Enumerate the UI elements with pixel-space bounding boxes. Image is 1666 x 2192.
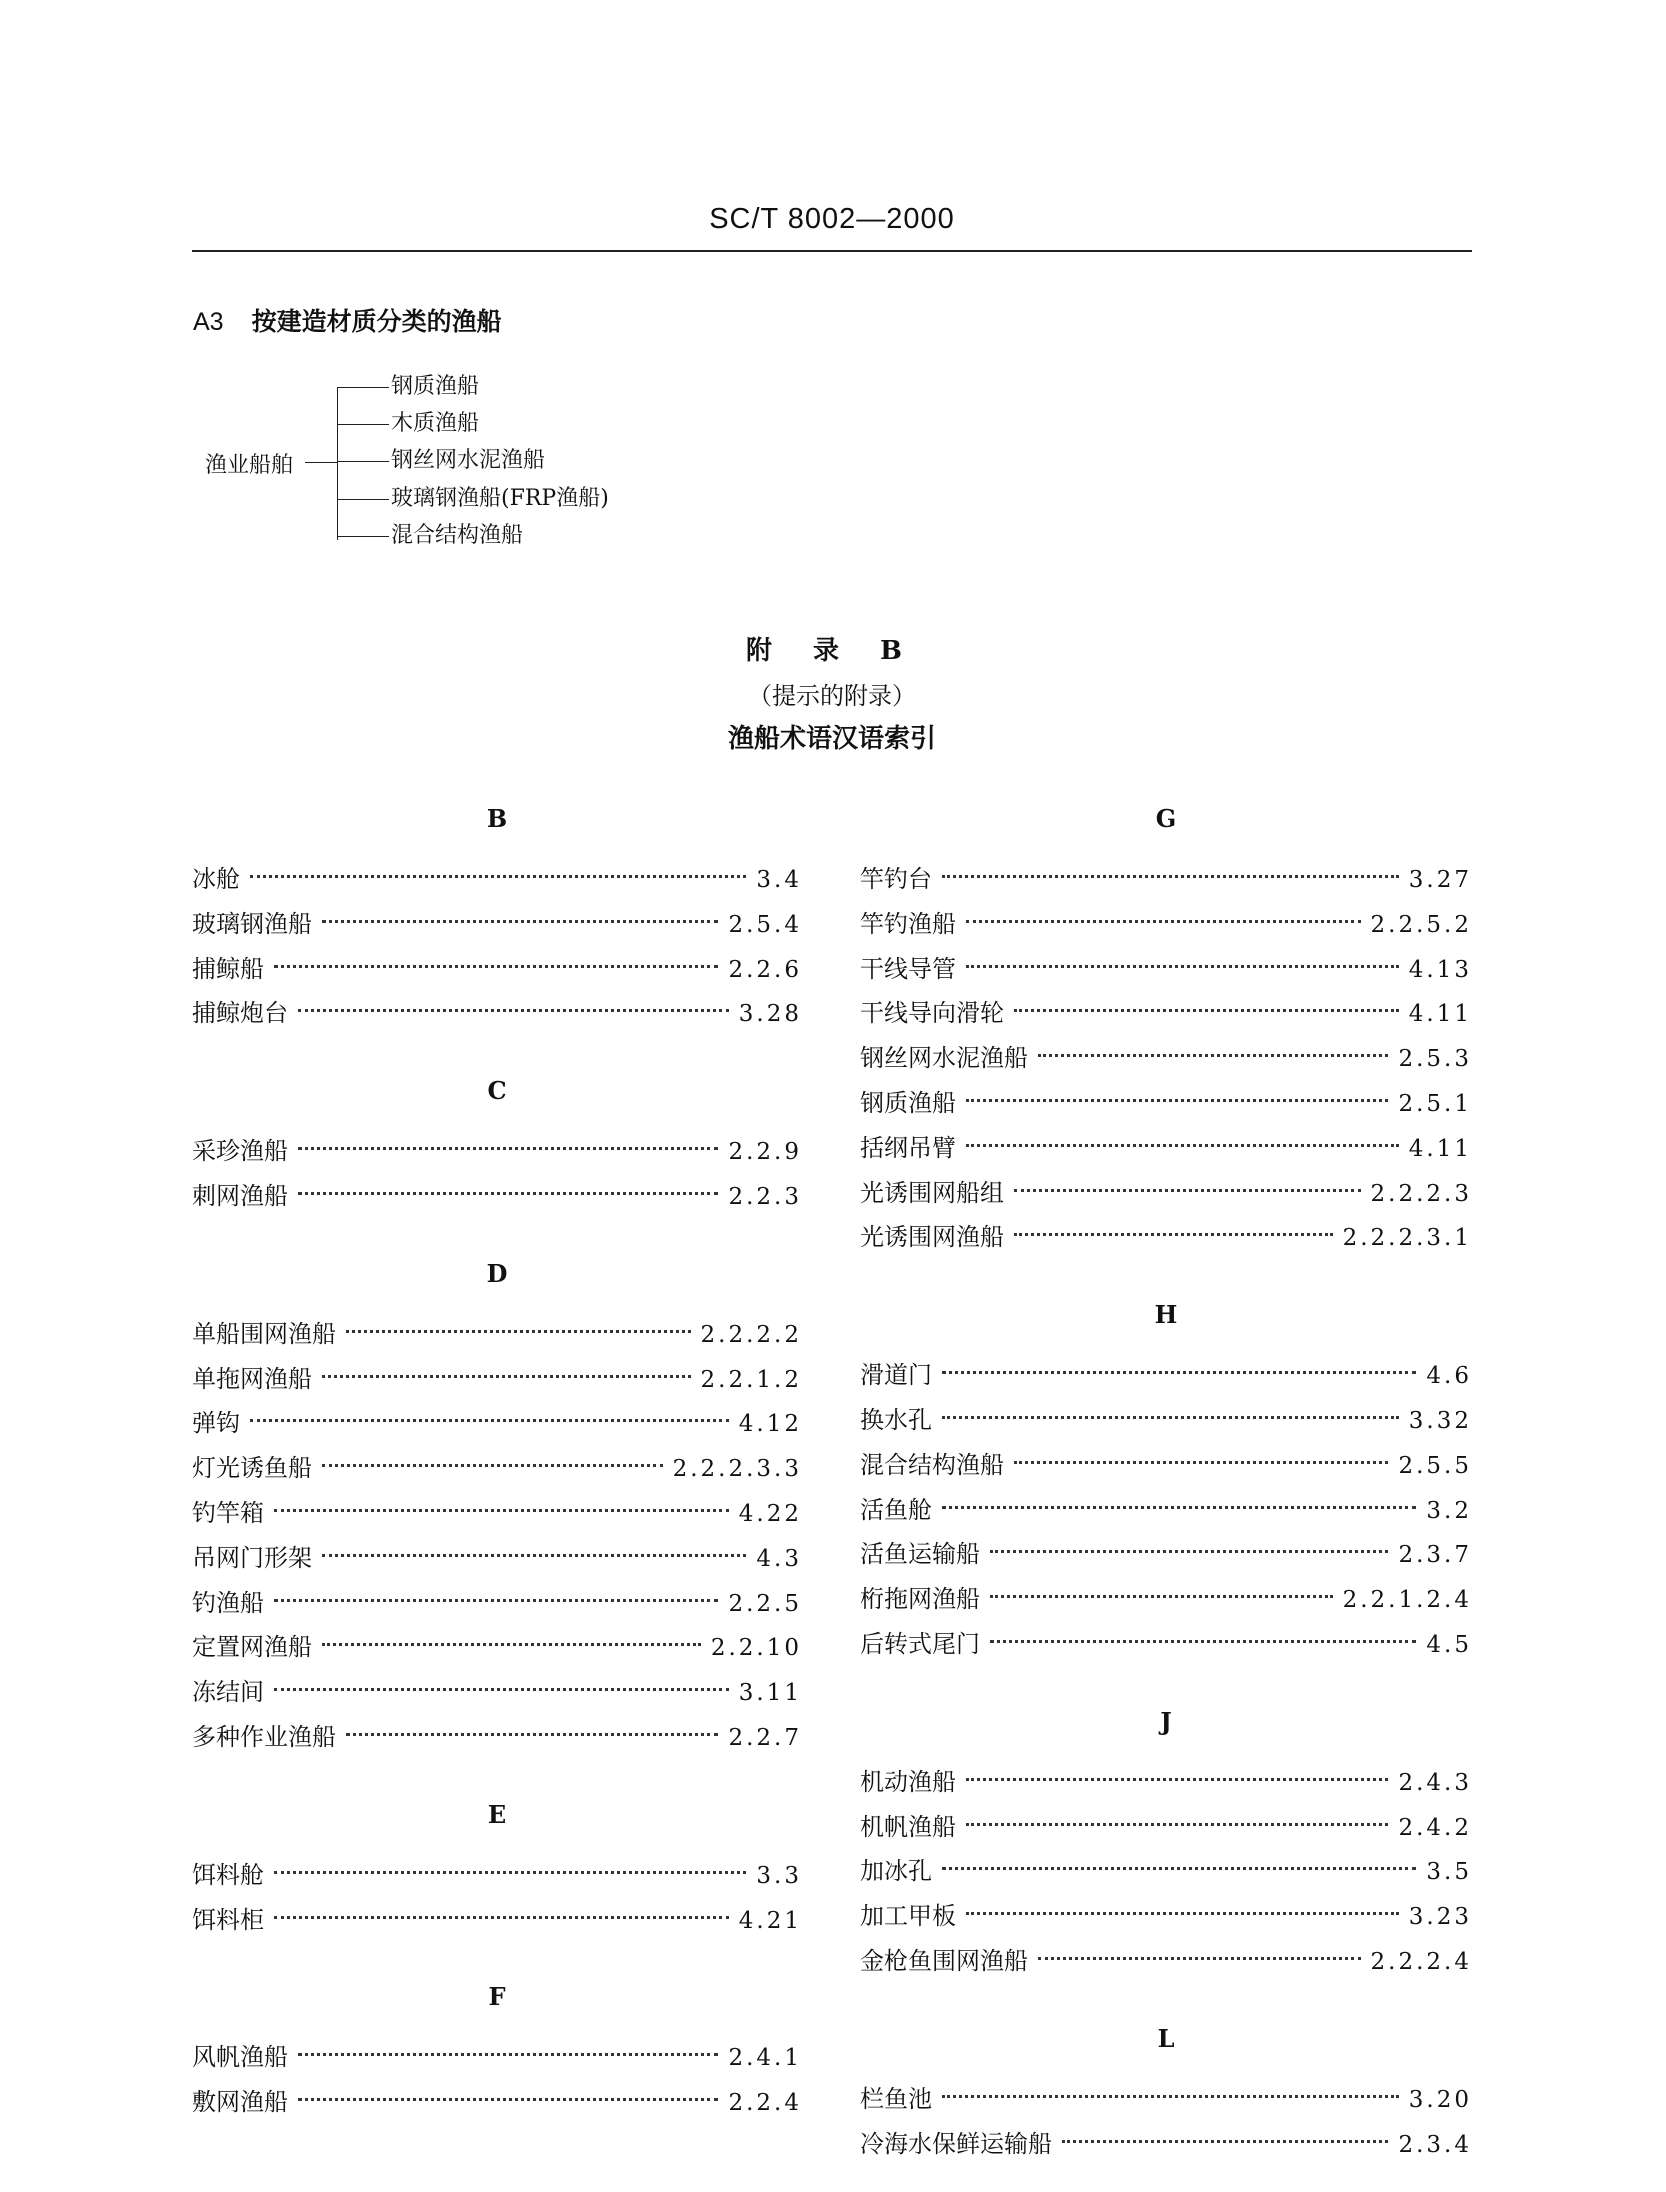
index-ref: 2.2.2.3 (1370, 1180, 1472, 1207)
index-column-right (860, 800, 1472, 2166)
dot-leader (298, 1009, 729, 1012)
index-ref: 3.2 (1426, 1497, 1472, 1524)
index-ref: 2.3.4 (1398, 2131, 1472, 2158)
index-ref: 2.2.3 (728, 1183, 802, 1210)
index-entry (860, 1849, 1472, 1894)
index-letter-heading: J (1160, 1706, 1172, 1736)
index-term: 单拖网渔船 (192, 1364, 312, 1393)
index-group (192, 1255, 802, 1760)
index-ref: 4.21 (738, 1907, 802, 1934)
index-ref: 2.2.7 (728, 1724, 802, 1751)
appendix-title: 附 录 B (745, 636, 919, 666)
dot-leader (1062, 2140, 1388, 2143)
index-term: 干线导管 (860, 954, 956, 983)
dot-leader (966, 920, 1361, 923)
index-term: 饵料舱 (192, 1860, 264, 1889)
index-term: 定置网渔船 (192, 1633, 312, 1662)
index-entry (860, 1532, 1472, 1577)
index-term: 竿钓台 (860, 865, 932, 893)
index-term: 捕鲸炮台 (192, 999, 288, 1028)
section-a3-number: A3 (193, 308, 224, 336)
index-term: 加冰孔 (860, 1857, 932, 1886)
index-ref: 3.27 (1408, 867, 1472, 893)
index-group (192, 1978, 802, 2125)
index-term: 钢丝网水泥渔船 (860, 1044, 1028, 1073)
index-entry (192, 2035, 802, 2080)
index-term: 机动渔船 (860, 1767, 956, 1796)
appendix-name: 渔船术语汉语索引 (727, 724, 936, 754)
tree-item: 玻璃钢渔船(FRP渔船) (337, 488, 609, 510)
index-ref: 3.20 (1408, 2086, 1472, 2113)
dot-leader (1038, 1957, 1361, 1960)
dot-leader (274, 1688, 729, 1691)
index-term: 光诱围网船组 (860, 1178, 1004, 1207)
dot-leader (346, 1733, 718, 1736)
index-term: 混合结构渔船 (860, 1450, 1004, 1479)
index-term: 冻结间 (192, 1678, 264, 1707)
index-entry (860, 1353, 1472, 1398)
dot-leader (1014, 1189, 1361, 1192)
index-term: 钢质渔船 (860, 1088, 956, 1117)
section-a3-title: 按建造材质分类的渔船 (251, 307, 502, 336)
dot-leader (250, 875, 746, 878)
index-entry (860, 1622, 1472, 1667)
index-ref: 2.5.4 (728, 911, 802, 938)
index-ref: 2.4.1 (728, 2045, 802, 2072)
dot-leader (942, 1506, 1416, 1509)
index-term: 竿钓渔船 (860, 909, 956, 938)
index-entry (192, 1129, 802, 1174)
index-entry (860, 902, 1472, 947)
dot-leader (274, 1871, 746, 1874)
index-term: 采珍渔船 (192, 1137, 288, 1166)
index-entry (860, 1215, 1472, 1260)
index-term: 风帆渔船 (192, 2043, 288, 2072)
dot-leader (966, 1099, 1388, 1102)
dot-leader (274, 1916, 729, 1919)
index-entry (192, 1898, 802, 1943)
dot-leader (322, 920, 718, 923)
index-term: 单船围网渔船 (192, 1319, 336, 1348)
index-entry (192, 1853, 802, 1898)
dot-leader (942, 2095, 1399, 2098)
index-term: 光诱围网渔船 (860, 1223, 1004, 1252)
index-ref: 2.5.3 (1398, 1046, 1472, 1073)
index-letter-heading: D (486, 1258, 508, 1288)
dot-leader (966, 1823, 1388, 1826)
index-entry (860, 991, 1472, 1036)
dot-leader (298, 2053, 718, 2056)
dot-leader (274, 1599, 718, 1602)
dot-leader (966, 1912, 1399, 1915)
index-term: 多种作业渔船 (192, 1722, 336, 1751)
index-entry (860, 1036, 1472, 1081)
tree-item: 钢质渔船 (337, 376, 479, 398)
index-entry (192, 1625, 802, 1670)
index-group (860, 1296, 1472, 1667)
index-letter-heading: G (1155, 804, 1177, 833)
index-entry (192, 1174, 802, 1219)
index-ref: 2.2.6 (728, 956, 802, 983)
index-term: 机帆渔船 (860, 1812, 956, 1841)
index-ref: 2.5.1 (1398, 1090, 1472, 1117)
dot-leader (322, 1464, 663, 1467)
dot-leader (298, 1147, 718, 1150)
standard-number: SC/T 8002—2000 (709, 203, 955, 235)
index-group (192, 1072, 802, 1219)
dot-leader (990, 1595, 1333, 1598)
dot-leader (942, 1416, 1399, 1419)
index-ref: 2.2.1.2.4 (1342, 1587, 1472, 1614)
index-group (860, 800, 1472, 1260)
index-term: 桁拖网渔船 (860, 1585, 980, 1614)
index-ref: 3.4 (756, 867, 802, 893)
index-term: 冷海水保鲜运输船 (860, 2129, 1052, 2158)
section-a3-heading (193, 302, 502, 338)
index-entry (860, 2122, 1472, 2167)
index-ref: 2.2.1.2 (700, 1366, 802, 1393)
dot-leader (966, 1778, 1388, 1781)
index-term: 刺网渔船 (192, 1181, 288, 1210)
index-ref: 3.23 (1408, 1904, 1472, 1931)
index-letter-heading: H (1154, 1300, 1178, 1330)
index-ref: 3.5 (1426, 1859, 1472, 1886)
index-letter-heading: L (1157, 2023, 1175, 2053)
index-ref: 2.2.2.3.3 (672, 1456, 802, 1483)
dot-leader (322, 1375, 691, 1378)
index-term: 活鱼舱 (860, 1495, 932, 1524)
index-entry (860, 1939, 1472, 1984)
dot-leader (966, 1144, 1399, 1147)
index-ref: 3.11 (738, 1680, 802, 1707)
index-term: 换水孔 (860, 1405, 932, 1434)
tree-item: 混合结构渔船 (337, 525, 523, 547)
dot-leader (1014, 1461, 1388, 1464)
index-column-left (192, 800, 802, 2125)
index-letter-heading: B (486, 804, 508, 833)
dot-leader (1014, 1233, 1333, 1236)
index-entry (860, 1443, 1472, 1488)
index-ref: 4.13 (1408, 956, 1472, 983)
index-ref: 2.2.2.4 (1370, 1948, 1472, 1975)
index-term: 玻璃钢渔船 (192, 909, 312, 938)
index-term: 敷网渔船 (192, 2088, 288, 2117)
index-term: 括纲吊臂 (860, 1133, 956, 1162)
index-term: 钓竿箱 (192, 1498, 264, 1527)
index-term: 加工甲板 (860, 1902, 956, 1931)
index-ref: 2.2.5.2 (1370, 911, 1472, 938)
index-entry (192, 1581, 802, 1626)
index-ref: 3.32 (1408, 1407, 1472, 1434)
index-term: 捕鲸船 (192, 954, 264, 983)
index-entry (860, 1171, 1472, 1216)
index-entry (192, 1357, 802, 1402)
dot-leader (298, 2098, 718, 2101)
index-entry (860, 1760, 1472, 1805)
index-letter-heading: E (487, 1799, 507, 1829)
index-term: 灯光诱鱼船 (192, 1454, 312, 1483)
dot-leader (990, 1550, 1388, 1553)
dot-leader (966, 965, 1399, 968)
index-group (192, 1796, 802, 1943)
dot-leader (274, 1509, 729, 1512)
index-entry (192, 2080, 802, 2125)
index-entry (860, 1894, 1472, 1939)
dot-leader (250, 1419, 729, 1422)
index-entry (192, 902, 802, 947)
index-ref: 4.6 (1426, 1363, 1472, 1390)
dot-leader (322, 1643, 701, 1646)
index-entry (192, 1715, 802, 1760)
tree-root-connector (305, 462, 337, 463)
index-entry (192, 1536, 802, 1581)
index-entry (860, 1398, 1472, 1443)
index-ref: 2.2.10 (710, 1635, 802, 1662)
index-ref: 2.2.9 (728, 1139, 802, 1166)
index-letter-heading: C (487, 1076, 507, 1106)
index-entry (860, 2077, 1472, 2122)
index-ref: 2.2.5 (728, 1590, 802, 1617)
index-ref: 4.3 (756, 1545, 802, 1572)
index-ref: 3.3 (756, 1862, 802, 1889)
index-entry (192, 1670, 802, 1715)
index-group (860, 1703, 1472, 1984)
dot-leader (322, 1554, 746, 1557)
dot-leader (990, 1640, 1416, 1643)
index-entry (860, 1577, 1472, 1622)
index-ref: 4.5 (1426, 1631, 1472, 1658)
index-entry (192, 1401, 802, 1446)
index-ref: 2.3.7 (1398, 1542, 1472, 1569)
index-term: 滑道门 (860, 1361, 932, 1390)
index-group (860, 2020, 1472, 2167)
index-ref: 3.28 (738, 1001, 802, 1028)
index-letter-heading: F (488, 1982, 506, 2012)
index-term: 弹钩 (192, 1409, 240, 1438)
index-term: 饵料柜 (192, 1905, 264, 1934)
dot-leader (942, 1867, 1416, 1870)
header-rule (192, 250, 1472, 252)
index-entry (860, 1126, 1472, 1171)
dot-leader (346, 1330, 691, 1333)
dot-leader (942, 875, 1399, 878)
index-entry (192, 991, 802, 1036)
index-term: 钓渔船 (192, 1588, 264, 1617)
dot-leader (1014, 1009, 1399, 1012)
index-ref: 4.22 (738, 1500, 802, 1527)
index-entry (192, 1491, 802, 1536)
dot-leader (1038, 1054, 1388, 1057)
index-term: 干线导向滑轮 (860, 999, 1004, 1028)
index-term: 活鱼运输船 (860, 1540, 980, 1569)
index-ref: 4.11 (1408, 1001, 1472, 1028)
index-term: 栏鱼池 (860, 2084, 932, 2113)
index-ref: 2.4.2 (1398, 1814, 1472, 1841)
index-ref: 2.2.2.3.1 (1342, 1225, 1472, 1252)
index-term: 冰舱 (192, 865, 240, 893)
index-entry (860, 1805, 1472, 1850)
tree-item: 钢丝网水泥渔船 (337, 450, 545, 472)
index-term: 吊网门形架 (192, 1543, 312, 1572)
index-entry (860, 947, 1472, 992)
index-ref: 4.12 (738, 1411, 802, 1438)
tree-root-label: 渔业船舶 (205, 453, 294, 478)
index-ref: 2.4.3 (1398, 1769, 1472, 1796)
index-entry (192, 1312, 802, 1357)
index-ref: 2.2.2.2 (700, 1321, 802, 1348)
index-entry (192, 947, 802, 992)
index-entry (860, 1081, 1472, 1126)
index-entry (192, 1446, 802, 1491)
dot-leader (942, 1371, 1416, 1374)
dot-leader (274, 965, 718, 968)
index-entry (860, 857, 1472, 902)
dot-leader (298, 1192, 718, 1195)
index-ref: 4.11 (1408, 1135, 1472, 1162)
index-group (192, 800, 802, 1036)
index-term: 金枪鱼围网渔船 (860, 1946, 1028, 1975)
index-ref: 2.2.4 (728, 2090, 802, 2117)
tree-item: 木质渔船 (337, 413, 479, 435)
index-ref: 2.5.5 (1398, 1452, 1472, 1479)
index-term: 后转式尾门 (860, 1629, 980, 1658)
appendix-subtitle: （提示的附录） (748, 682, 916, 710)
index-entry (192, 857, 802, 902)
index-entry (860, 1488, 1472, 1533)
